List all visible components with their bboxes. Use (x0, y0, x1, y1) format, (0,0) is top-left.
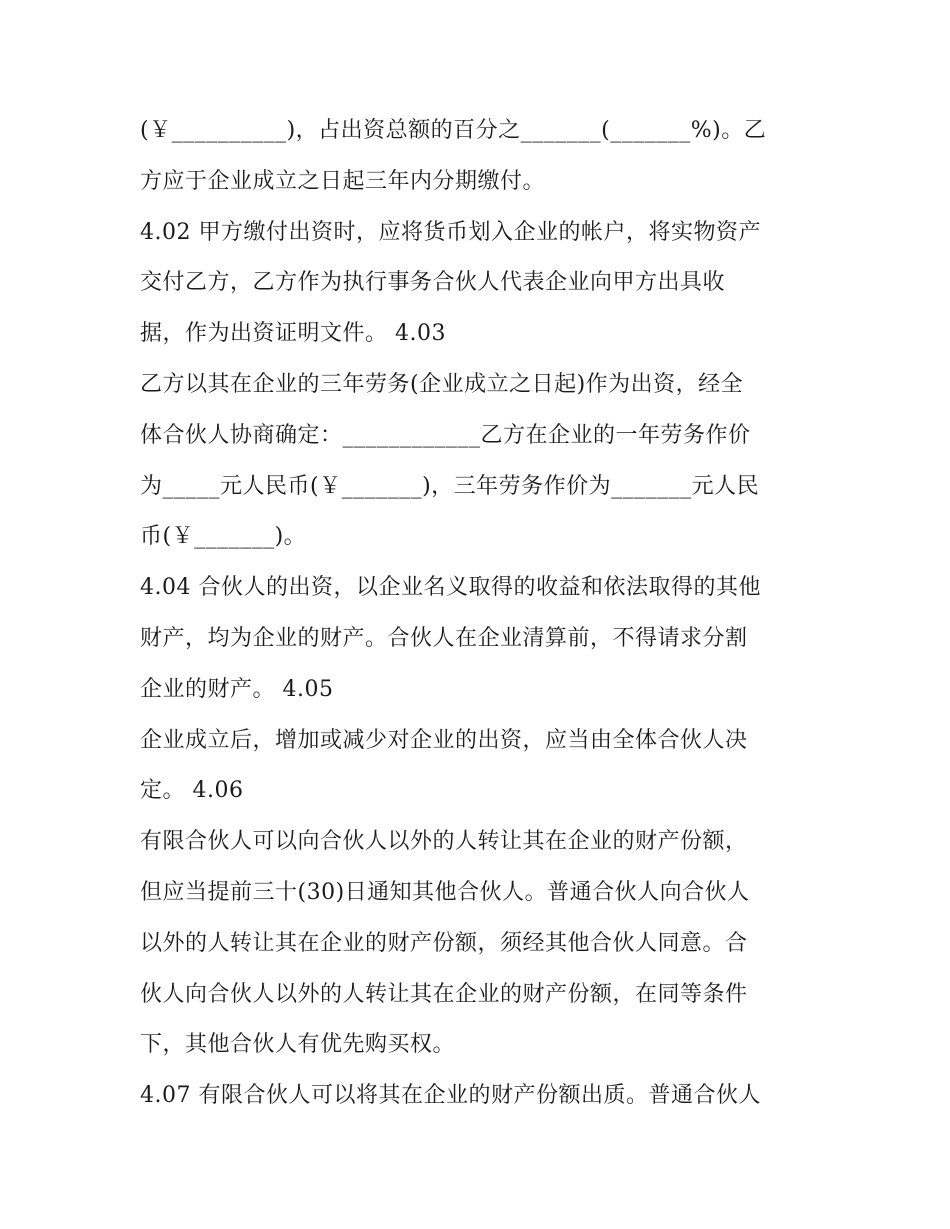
text-line: 币(￥_______)。 (140, 524, 307, 550)
text-line: (￥__________)，占出资总额的百分之_______(_______%)。乙 (140, 118, 767, 143)
text-line: 财产，均为企业的财产。合伙人在企业清算前，不得请求分割 (140, 625, 748, 651)
text-line: 4.07 有限合伙人可以将其在企业的财产份额出质。普通合伙人 (140, 1083, 761, 1109)
text-line: 乙方以其在企业的三年劳务(企业成立之日起)作为出资，经全 (140, 371, 744, 397)
text-line: 交付乙方，乙方作为执行事务合伙人代表企业向甲方出具收 (140, 270, 726, 296)
text-line: 4.04 合伙人的出资，以企业名义取得的收益和依法取得的其他 (140, 575, 761, 601)
text-line: 但应当提前三十(30)日通知其他合伙人。普通合伙人向合伙人 (140, 879, 750, 905)
text-line: 以外的人转让其在企业的财产份额，须经其他合伙人同意。合 (140, 930, 748, 956)
text-line: 体合伙人协商确定：____________乙方在企业的一年劳务作价 (140, 422, 751, 448)
text-line: 据，作为出资证明文件。 4.03 (140, 321, 446, 347)
text-line: 定。 4.06 (140, 778, 244, 804)
text-line: 企业的财产。 4.05 (140, 676, 334, 702)
text-line: 方应于企业成立之日起三年内分期缴付。 (140, 168, 546, 194)
text-line: 企业成立后，增加或减少对企业的出资，应当由全体合伙人决 (140, 727, 748, 753)
text-line: 下，其他合伙人有优先购买权。 (140, 1032, 456, 1058)
text-line: 为_____元人民币(￥_______)，三年劳务作价为_______元人民 (140, 473, 760, 499)
text-line: 伙人向合伙人以外的人转让其在企业的财产份额，在同等条件 (140, 981, 748, 1007)
body-text (140, 106, 820, 1122)
text-line: 4.02 甲方缴付出资时，应将货币划入企业的帐户，将实物资产 (140, 219, 761, 245)
text-line: 有限合伙人可以向合伙人以外的人转让其在企业的财产份额， (140, 829, 748, 855)
